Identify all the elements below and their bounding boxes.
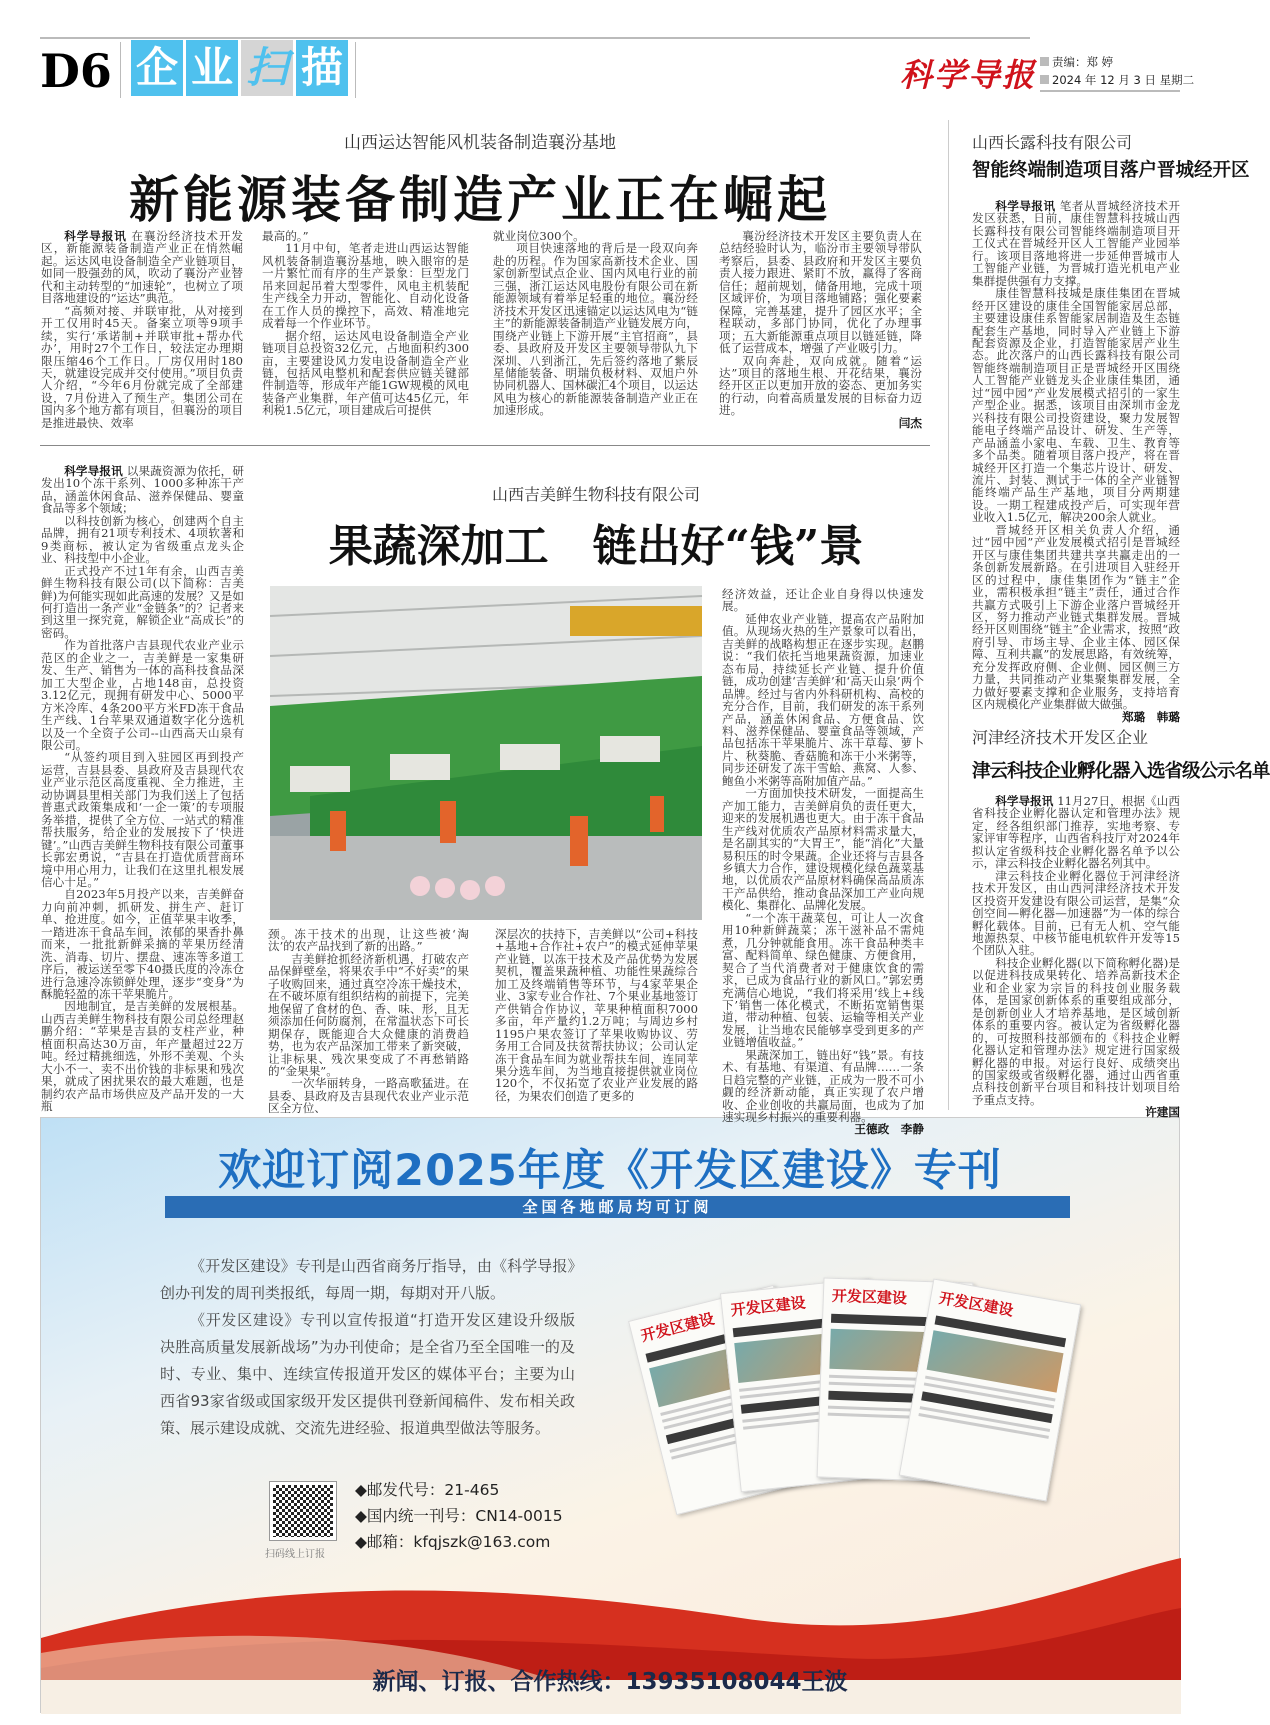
paragraph xyxy=(41,230,243,305)
top-rule xyxy=(40,37,1030,39)
paragraph xyxy=(495,928,698,1102)
paragraph-text: 科技企业孵化器(以下简称孵化器)是以促进科技成果转化、培养高新技术企业和企业家为宗旨的科技创业服务载体，是国家创新体系的重要组成部分，是创新创业人才培养基地，是区域创新体系的重要内容。被认定为省级孵化器的，可按照科技部颁布的《科技企业孵化器认定和管理办法》规定进行国家级孵化器的申报。对运行良好、成绩突出的国家级或省级孵化器，通过山西省重点科技创新平台项目和科技计划项目给予重点支持。 xyxy=(972,955,1180,1107)
paragraph xyxy=(41,639,244,751)
article2-headline: 果蔬深加工 链出好“钱”景 xyxy=(328,521,864,572)
paragraph-text: 果蔬深加工，链出好“钱”景。有技术、有基地、有渠道、有品牌……一条日趋完整的产业链，正成为一股不可小觑的经济新动能，真正实现了农户增收、企业创收的共赢局面，也成为了加速实现乡村振兴的重要利器。 xyxy=(722,1047,924,1125)
paragraph-text: 以科技创新为核心，创建两个自主品牌，拥有21项专利技术、4项软著和9类商标，被认定为省级重点龙头企业、科技型中小企业。 xyxy=(41,513,244,566)
qr-code[interactable] xyxy=(270,1482,336,1540)
paragraph-text: 笔者从晋城经济技术开发区获悉，日前，康佳智慧科技城山西长露科技有限公司智能终端制造项目开工仪式在晋城经开区人工智能产业园举行。该项目落地将进一步延伸晋城市人工智能产业链，为晋城打造光机电产业集群提供强有力支撑。 xyxy=(972,199,1180,288)
paragraph xyxy=(41,1000,244,1112)
paragraph-text: 经济效益，还让企业自身得以快速发展。 xyxy=(722,587,924,614)
newspaper-thumbnail: 开发区建设 xyxy=(720,1278,890,1493)
author: 郑璐 韩璐 xyxy=(1122,709,1180,724)
paragraph xyxy=(262,330,469,417)
dateline: 科学导报讯 xyxy=(64,464,123,478)
editor-line xyxy=(1040,54,1113,70)
editor: 责编：郑 婷 xyxy=(1052,55,1114,69)
article3-subtitle: 山西长露科技有限公司 xyxy=(972,133,1133,152)
article3-column xyxy=(972,199,1180,724)
paragraph-text: 在襄汾经济技术开发区，新能源装备制造产业正在悄然崛起。运达风电设备制造全产业链项目，如同一股强劲的风，吹动了襄汾产业替代和主动转型的“加速轮”，也树立了项目落地建设的“运达”典范。 xyxy=(41,229,243,306)
article1-column xyxy=(262,230,469,420)
paragraph xyxy=(268,1077,469,1114)
article4-headline: 津云科技企业孵化器入选省级公示名单 xyxy=(972,761,1270,782)
paragraph-text: 襄汾经济技术开发区主要负责人在总结经验时认为，临汾市主要领导带队考察后，县委、县政府和开发区主要负责人接力跟进、紧盯不放，赢得了客商信任；超前规划，储备用地，完成十项区域评价，为项目落地铺路；强化要素保障，完善基建，提升了园区水平；全程联动，多部门协同，优化了办理事项；五大新能源重点项目以链延链，降低了运营成本，增强了产业吸引力。 xyxy=(719,229,922,356)
paragraph-text: 最高的。” xyxy=(262,229,309,243)
hotline: 新闻、订报、合作热线：13935108044王波 xyxy=(372,1669,848,1695)
paragraph-text: 一次华丽转身，一路高歌猛进。在县委、县政府及吉县现代农业产业示范区全方位、 xyxy=(268,1076,469,1116)
paragraph-text: “从签约项目到入驻园区再到投产运营，吉县县委、县政府及吉县现代农业产业示范区高度重视、全力推进，主动协调县里相关部门为我们送上了包括普惠式政策集成和‘一企一策’的专项服务举措，提供了全方位、一站式的精准帮扶服务，给企业的发展按下了‘快进键’。”山西吉美鲜生物科技有限公司董事长郭宏勇说，“吉县在打造优质营商环境中用心用力，让我们在这里扎根发展信心十足。” xyxy=(41,750,244,889)
paragraph xyxy=(722,787,924,912)
article1-column xyxy=(719,229,922,430)
paragraph xyxy=(972,524,1180,723)
paragraph-text: 晋城经开区相关负责人介绍，通过“园中园”产业发展模式招引是晋城经开区与康佳集团共建共享共赢走出的一条创新发展新路。在引进项目入驻经开区的过程中，康佳集团作为“链主”企业，需积极承担“链主”责任，通过合作共赢方式吸引上下游企业落户晋城经开区，努力推动产业链式集群发展。晋城经开区则围绕“链主”企业需求，按照“政府引导、市场主导、企业主体、园区保障、互利共赢”的发展思路，有效统筹，充分发挥政府侧、企业侧、园区侧三方力量，共同推动产业集聚集群发展，全力做好要素支撑和企业服务，支持培育区内规模化产业集群做大做强。 xyxy=(972,522,1180,712)
paragraph xyxy=(719,230,922,355)
paragraph xyxy=(262,242,469,329)
header-divider xyxy=(120,42,121,98)
article2-column xyxy=(41,465,244,1163)
section-title-char: 扫 xyxy=(241,40,293,96)
paragraph xyxy=(722,613,924,787)
postal-code: ◆邮发代号：21-465 xyxy=(355,1481,500,1499)
paragraph-text: 双向奔赴，双向成就。随着“运达”项目的落地生根、开花结果，襄汾经开区正以更加开放的姿态、更加务实的行动，向着高质量发展的目标奋力迈进。 xyxy=(719,353,922,418)
paragraph-text: 作为首批落户吉县现代农业产业示范区的企业之一，吉美鲜是一家集研发、生产、销售为一体的高科技食品深加工大型企业，占地148亩，总投资3.12亿元，现拥有研发中心、5000平方米冷库、4条200平方米FD冻干食品生产线、1台苹果双通道数字化分选机以及一个全资子公司--山西高天山泉有限公司。 xyxy=(41,638,244,752)
paragraph-text: 因地制宜，是吉美鲜的发展根基。山西吉美鲜生物科技有限公司总经理赵鹏介绍：“苹果是吉县的支柱产业，种植面积高达30万亩，年产量超过22万吨。经过精挑细选，外形不美观、个头大小不一、卖不出价钱的非标果和残次果，就成了困扰果农的最大难题，也是制约农产品市场供应及产品开发的一大瓶 xyxy=(41,999,244,1114)
date: 2024 年 12 月 3 日 星期二 xyxy=(1052,73,1195,87)
date-underline xyxy=(1040,90,1180,92)
paragraph-text: 就业岗位300个。 xyxy=(493,229,585,243)
article4-subtitle: 河津经济技术开发区企业 xyxy=(972,728,1149,747)
paragraph-text: 颈。冻干技术的出现，让这些被‘淘汰’的农产品找到了新的出路。” xyxy=(268,927,469,954)
paragraph xyxy=(972,957,1180,1119)
paragraph-text: 据介绍，运达风电设备制造全产业链项目总投资32亿元，占地面积约300亩，主要建设风力发电设备制造全产业链，包括风电整机和配套供应链关键部件制造等，形成年产能1GW规模的风电装备产业集群，年产值可达45亿元，年利税1.5亿元，项目建成后可提供 xyxy=(262,328,469,418)
article-divider xyxy=(40,445,930,446)
date-line xyxy=(1040,72,1194,88)
article2-column xyxy=(268,928,469,1163)
paragraph xyxy=(41,888,244,1000)
paragraph xyxy=(972,200,1180,287)
paragraph-text: 深层次的扶持下，吉美鲜以“公司+科技+基地+合作社+农户”的模式延伸苹果产业链，以冻干技术及产品优势为发展契机，覆盖果蔬种植、功能性果蔬综合加工及终端销售等环节，与4家苹果企业、3家专业合作社、7个果业基地签订产供销合作协议，苹果种植面积7000多亩，年产量约1.2万吨；与周边乡村1195户果农签订了苹果收购协议、劳务用工合同及扶贫帮扶协议；公司认定冻干食品车间为就业帮扶车间，连同苹果分选车间，为当地直接提供就业岗位120个，不仅拓宽了农业产业发展的路径，为果农们创造了更多的 xyxy=(495,927,698,1103)
dateline: 科学导报讯 xyxy=(995,199,1056,213)
author: 许建国 xyxy=(1145,1105,1180,1120)
article1-headline: 新能源装备制造产业正在崛起 xyxy=(129,171,831,229)
article2-column xyxy=(495,928,698,1163)
paragraph-text: 一方面加快技术研发，一面提高生产加工能力，吉美鲜肩负的责任更大，迎来的发展机遇也更大。由于冻干食品生产线对优质农产品原材料需求量大，是名副其实的“大胃王”，能“消化”大量易积压的时令果蔬。企业还将与吉县各乡镇大力合作，建设规模化绿色蔬菜基地，以优质农产品原材料确保高品质冻干产品供给，推动食品深加工产业向规模化、集群化、品牌化发展。 xyxy=(722,786,924,913)
ad-paragraph: 《开发区建设》专刊以宣传报道“打造开发区建设升级版 决胜高质量发展新战场”为办刊使命；是全省乃至全国唯一的及时、专业、集中、连续宣传报道开发区的媒体平台；主要为山西省93家省级或国家级开发区提供刊登新闻稿件、发布相关政策、展示建设成就、交流先进经验、报道典型做法等服务。 xyxy=(160,1311,575,1437)
factory-photo-image xyxy=(270,586,702,920)
paragraph xyxy=(722,1049,924,1136)
article2-photo xyxy=(270,586,702,920)
author: 王德政 李静 xyxy=(854,1122,924,1137)
square-bullet-icon xyxy=(1040,75,1049,84)
page-number: D6 xyxy=(40,44,112,98)
paragraph xyxy=(719,355,922,430)
section-title-char: 业 xyxy=(186,40,238,96)
paragraph-text: 11月27日，根据《山西省科技企业孵化器认定和管理办法》规定，经各组织部门推荐，实地考察、专家评审等程序，山西省科技厅对2024年拟认定省级科技企业孵化器名单予以公示，津云科技企业孵化器名列其中。 xyxy=(972,794,1180,871)
header-divider xyxy=(355,42,356,98)
paragraph-text: 自2023年5月投产以来，吉美鲜奋力向前冲刺，抓研发、拼生产、赶订单、抢进度。如今，正值苹果丰收季，一踏进冻干食品车间，浓郁的果香扑鼻而来，一批批新鲜采摘的苹果历经清洗、消毒、切片、摆盘、速冻等多道工序后，被运送至零下40摄氏度的冷冻仓进行急速冷冻锁鲜处理，逐步“变身”为酥脆轻盈的冻干苹果脆片。 xyxy=(41,887,244,1002)
qr-caption: 扫码线上订报 xyxy=(265,1549,325,1560)
section-title-char: 描 xyxy=(296,40,348,96)
paragraph xyxy=(41,305,243,430)
paragraph xyxy=(41,465,244,515)
dateline: 科学导报讯 xyxy=(995,794,1054,808)
paragraph xyxy=(972,870,1180,957)
paragraph xyxy=(722,588,924,613)
article1-column xyxy=(41,229,243,430)
newspaper-thumbnail: 开发区建设 xyxy=(628,1285,822,1515)
article3-headline: 智能终端制造项目落户晋城经开区 xyxy=(972,160,1250,181)
paragraph-text: 项目快速落地的背后是一段双向奔赴的历程。作为国家高新技术企业、国家创新型试点企业、国内风电行业的前三强，浙江运达风电股份有限公司在新能源领域有着举足轻重的地位。襄汾经济技术开发区迅速锚定以运达风电为“链主”的新能源装备制造产业链发展方向，围绕产业链上下游开展“主官招商”，县委、县政府及开发区主要领导带队九下深圳、八到浙江，先后签约落地了紫辰星储能装备、明瑞负极材料、双旭户外协同机器人、国林碳汇4个项目，以运达风电为核心的新能源装备制造产业正在加速形成。 xyxy=(493,241,698,418)
paragraph xyxy=(972,795,1180,870)
section-title-char: 企 xyxy=(131,40,183,96)
paragraph xyxy=(268,928,469,953)
newspaper-thumbnail: 开发区建设 xyxy=(899,1278,1081,1501)
paragraph-text: “一个冻干蔬菜包，可让人一次食用10种新鲜蔬菜；冻干滋补品不需炖煮，几分钟就能食用。冻干食品种类丰富、配料简单、绿色健康、方便食用，契合了当代消费者对于健康饮食的需求，已成为食品行业的新风口。”郭宏勇充满信心地说，“我们将采用‘线上+线下’销售一体化模式，不断拓宽销售渠道，带动种植、包装、运输等相关产业发展，让当地农民能够享受到更多的产业链增值收益。” xyxy=(722,910,924,1050)
ad-title: 欢迎订阅2025年度《开发区建设》专刊 xyxy=(218,1146,1002,1196)
article2-subtitle: 山西吉美鲜生物科技有限公司 xyxy=(491,485,700,504)
article2-column xyxy=(722,588,924,1163)
article1-column xyxy=(493,230,698,420)
square-bullet-icon xyxy=(1040,57,1049,66)
paragraph-text: “高频对接、并联审批，从对接到开工仅用时45天。备案立项等9项手续，实行‘承诺制+并联审批+帮办代办’，用时27个工作日，较法定办理期限压缩46个工作日。厂房仅用时180天，就建设完成并交付使用。”项目负责人介绍，“今年6月份就完成了全部建设，7月份进入了预生产。集团公司在国内多个地方都有项目，但襄汾的项目是推进最快、效率 xyxy=(41,303,243,430)
newspaper-thumbnail: 开发区建设 xyxy=(817,1277,974,1482)
paragraph xyxy=(268,953,469,1078)
article1-subtitle: 山西运达智能风机装备制造襄汾基地 xyxy=(344,133,616,153)
dateline: 科学导报讯 xyxy=(64,229,127,243)
paragraph xyxy=(41,751,244,888)
paragraph xyxy=(972,287,1180,524)
paragraph xyxy=(41,565,244,640)
ad-paragraph: 《开发区建设》专刊是山西省商务厅指导，由《科学导报》创办刊发的周刊类报纸，每周一期，每期对开八版。 xyxy=(160,1257,575,1302)
paragraph-text: 正式投产不过1年有余，山西吉美鲜生物科技有限公司(以下简称：吉美鲜)为何能实现如此高速的发展？又是如何打造出一条产业“金链条”的？记者来到这里一探究竟，解锁企业“高成长”的密码。 xyxy=(41,563,244,640)
paragraph xyxy=(41,515,244,565)
author: 闫杰 xyxy=(898,415,922,430)
ad-banner: 全国各地邮局均可订阅 xyxy=(165,1196,1070,1218)
column-divider xyxy=(948,120,949,1110)
paragraph-text: 11月中旬，笔者走进山西运达智能风机装备制造襄汾基地，映入眼帘的是一片繁忙而有序的生产景象：巨型龙门吊来回起吊着大型零件，风电主机装配生产线全力开动，智能化、自动化设备在工作人员的操控下，高效、精准地完成着每一个作业环节。 xyxy=(262,241,469,331)
paragraph-text: 以果蔬资源为依托，研发出10个冻干系列、1000多种冻干产品，涵盖休闲食品、滋养保健品、婴童食品等多个领域； xyxy=(41,464,244,516)
paragraph xyxy=(493,242,698,416)
email-link[interactable]: ◆邮箱：kfqjszk@163.com xyxy=(355,1533,551,1551)
article4-column xyxy=(972,794,1180,1120)
newspaper-logo: 科学导报 xyxy=(900,56,1037,94)
paragraph-text: 吉美鲜抢抓经济新机遇，打破农产品保鲜壁垒，将果农手中“不好卖”的果子收购回来，通过真空冷冻干燥技术，在不破坏原有组织结构的前提下，完美地保留了食材的色、香、味、形，且无须添加任何防腐剂，在常温状态下可长期保存，既能迎合大众健康的消费趋势，也为农产品深加工带来了新突破，让非标果、残次果变成了不再愁销路的“金果果”。 xyxy=(268,951,469,1078)
paragraph xyxy=(722,912,924,1049)
paragraph-text: 康佳智慧科技城是康佳集团在晋城经开区建设的康佳全国智能家居总部，主要建设康佳系智能家居制造及生态链配套生产基地，同时导入产业链上下游配套资源及企业，打造智能家居产业生态。此次落户的山西长露科技有限公司智能终端制造项目正是晋城经开区围绕人工智能产业链龙头企业康佳集团，通过“园中园”产业发展模式招引的一家生产型企业。据悉，该项目由深圳市金龙兴科技有限公司投资建设，聚力发展智能电子终端产品设计、研发、生产等，产品涵盖小家电、车载、卫生、教育等多个品类。随着项目落户投产，将在晋城经开区打造一个集芯片设计、研发、流片、封装、测试于一体的全产业链智能终端产品生产基地，项目分两期建设。一期工程建成投产后，可实现年营业收入1.5亿元，解决200余人就业。 xyxy=(972,286,1180,525)
paragraph-text: 延伸农业产业链，提高农产品附加值。从现场火热的生产景象可以看出，吉美鲜的战略构想正在逐步实现。赵鹏说：“我们依托当地果蔬资源，加速业态布局，持续延长产业链、提升价值链，成功创建‘吉美鲜’和‘高天山泉’两个品牌。经过与省内外科研机构、高校的充分合作，目前，我们研发的冻干系列产品，涵盖休闲食品、方便食品、饮料、滋养保健品、婴童食品等领域，产品包括冻干苹果脆片、冻干草莓、萝卜片、秋葵脆、香菇脆和冻干小米粥等，同步还研发了冻干雪蛤、燕窝、人参、鲍鱼小米粥等高附加值产品。” xyxy=(722,611,924,788)
serial-number: ◆国内统一刊号：CN14-0015 xyxy=(355,1507,563,1525)
paragraph-text: 津云科技企业孵化器位于河津经济技术开发区，由山西河津经济技术开发区投资开发建设有限公司运营，是集“众创空间—孵化器—加速器”为一体的综合孵化载体。目前，已有无人机、空气能地源热泵、中核节能电机软件开发等15个团队入驻。 xyxy=(972,868,1180,958)
